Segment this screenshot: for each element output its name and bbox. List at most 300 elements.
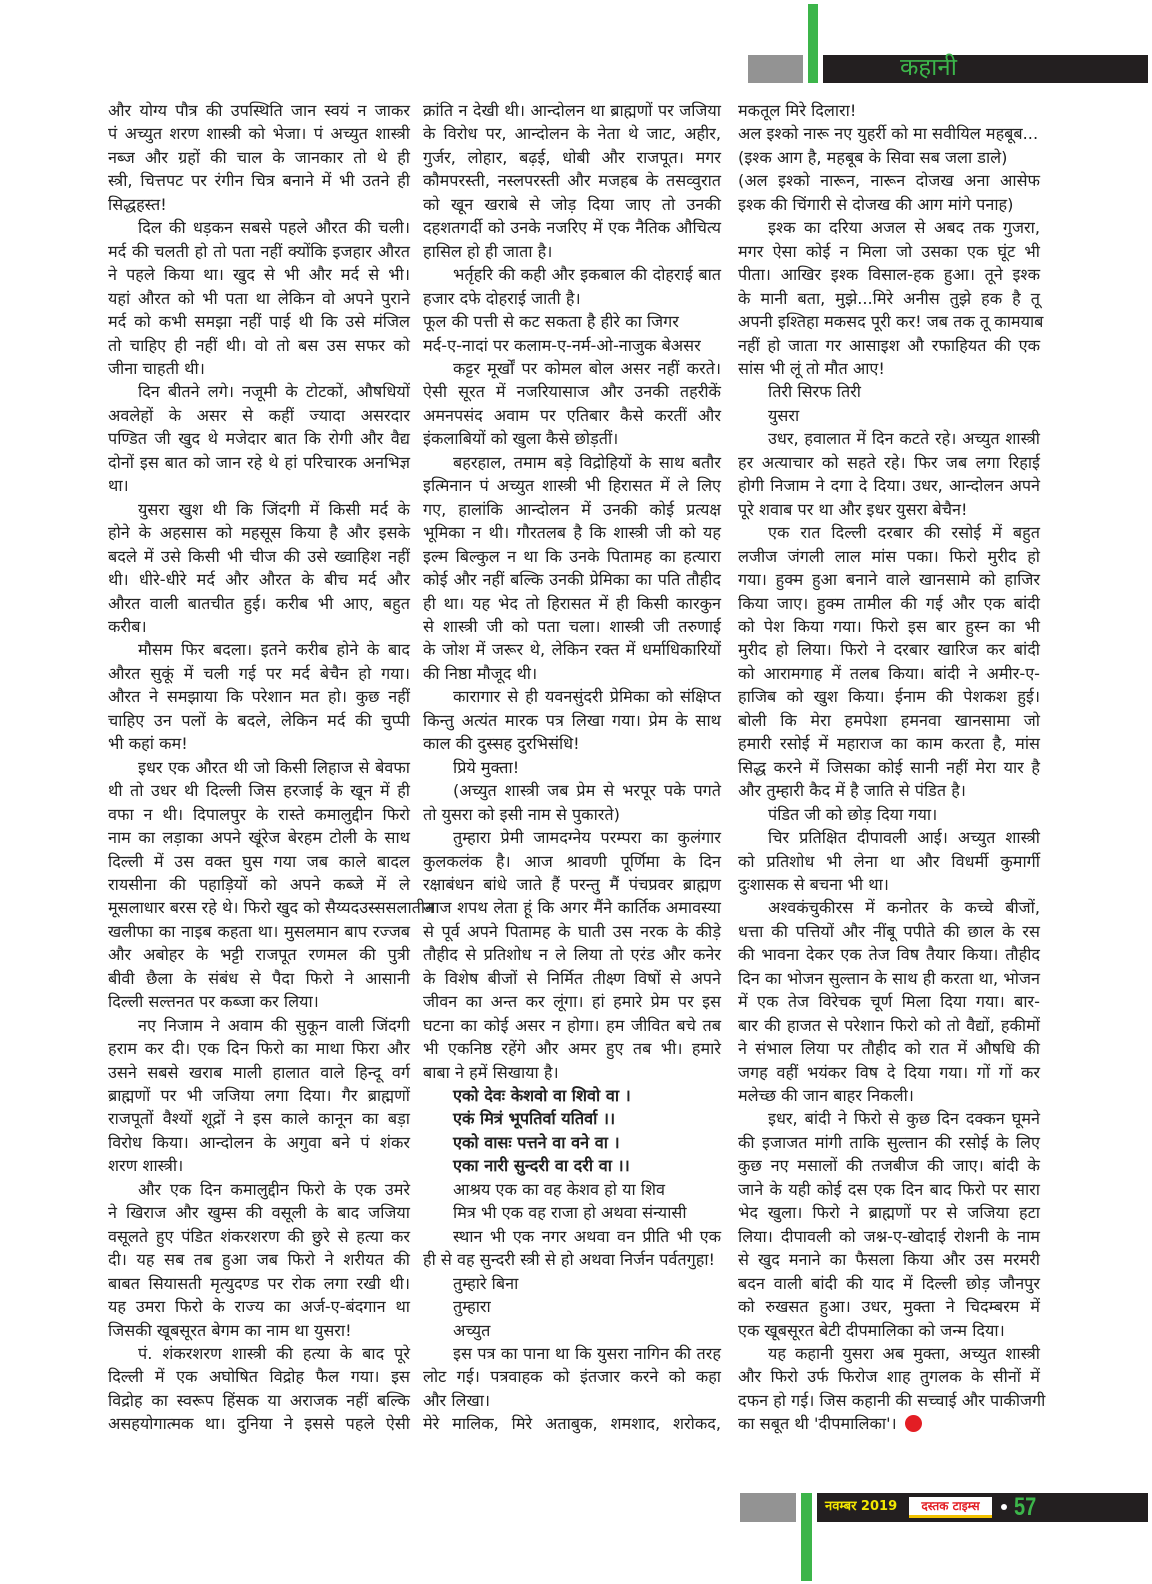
text-line <box>423 1178 721 1201</box>
line-text: इश्क की चिंगारी से दोजख की आग मांगे पनाह) <box>738 194 1014 214</box>
verse-block <box>423 1272 721 1342</box>
text-line <box>423 709 721 732</box>
paragraph <box>423 451 721 686</box>
text-line <box>738 263 1040 286</box>
text-line <box>108 1037 410 1060</box>
text-line <box>108 1061 410 1084</box>
text-line <box>738 1107 1040 1130</box>
text-line <box>108 1272 410 1295</box>
line-text: सिद्धहस्त! <box>108 194 167 214</box>
text-line <box>108 1412 410 1435</box>
line-text: दिल्ली सल्तनत पर कब्जा कर लिया। <box>108 992 319 1012</box>
magazine-logo-text: दस्तक टाइम्स <box>921 1499 980 1513</box>
text-line <box>738 1201 1040 1224</box>
line-text: हर अत्याचार को सहते रहे। फिर जब लगा रिहाई <box>738 452 1040 472</box>
line-text: शरण शास्त्री। <box>108 1156 184 1176</box>
line-text: दिन का भोजन सुल्तान के साथ ही करता था, भोजन <box>738 968 1040 988</box>
text-line <box>423 1319 721 1342</box>
text-line <box>423 1061 721 1084</box>
line-text: राजपूतों वैश्यों शूद्रों ने इस काले कानून का बड़ा <box>108 1109 410 1129</box>
text-line <box>108 568 410 591</box>
text-line <box>108 920 410 943</box>
text-line <box>423 615 721 638</box>
text-line <box>108 334 410 357</box>
text-line <box>423 920 721 943</box>
line-text: इत्मिनान पं अच्युत शास्त्री भी हिरासत में ले लिए <box>423 476 721 496</box>
line-text: (अच्युत शास्त्री जब प्रेम से भरपूर पके पगते <box>453 781 721 801</box>
text-line <box>423 732 721 755</box>
line-text: दिल्ली में उस वक्त घुस गया जब काले बादल <box>108 851 410 871</box>
header-green-bar <box>808 4 818 83</box>
line-text: दिल्ली में एक अघोषित विद्रोह फैल गया। इस <box>108 1367 410 1387</box>
text-line <box>423 193 721 216</box>
paragraph <box>108 1014 410 1178</box>
text-line <box>108 498 410 521</box>
line-text: एक रात दिल्ली दरबार की रसोई में बहुत <box>768 523 1040 543</box>
line-text: (इश्क आग है, महबूब के सिवा सब जला डाले) <box>738 147 1008 167</box>
text-line <box>108 779 410 802</box>
line-text: इल्म बिल्कुल न था कि उनके पितामह का हत्यारा <box>423 546 721 566</box>
text-line <box>423 1225 721 1248</box>
paragraph <box>108 99 410 216</box>
verse-block <box>423 1084 721 1178</box>
line-text: बार की हाजत से परेशान फिरो को तो वैद्यों, हकीमों <box>738 1015 1040 1035</box>
paragraph <box>738 169 1040 216</box>
line-text: दहशतगर्दी को उनके नजरिए में एक नैतिक औचित्य <box>423 218 721 238</box>
line-text: को रुखसत हुआ। उधर, मुक्ता ने चिदम्बरम में <box>738 1297 1040 1317</box>
line-text: कट्टर मूर्खों पर कोमल बोल असर नहीं करते। <box>453 358 721 378</box>
end-mark-icon <box>905 1415 922 1432</box>
text-line <box>108 240 410 263</box>
text-line <box>738 1295 1040 1318</box>
line-text: और योग्य पौत्र की उपस्थिति जान स्वयं न जाकर <box>108 101 410 120</box>
paragraph <box>738 826 1040 896</box>
line-text: यह उमरा फिरो के राज्य का अर्ज-ए-बंदगान था <box>108 1297 410 1317</box>
text-line <box>108 193 410 216</box>
paragraph <box>423 263 721 310</box>
text-line <box>738 638 1040 661</box>
paragraph <box>108 1178 410 1342</box>
text-line <box>108 873 410 896</box>
text-line <box>108 146 410 169</box>
text-line <box>423 545 721 568</box>
text-line <box>738 943 1040 966</box>
text-line <box>108 615 410 638</box>
text-line <box>108 826 410 849</box>
text-line <box>423 474 721 497</box>
text-line <box>108 638 410 661</box>
text-line <box>108 1084 410 1107</box>
text-line <box>738 850 1040 873</box>
line-text: बोली कि मेरा हमपेशा हमनवा खानसामा जो <box>738 710 1040 730</box>
text-line <box>108 310 410 333</box>
paragraph <box>108 756 435 1014</box>
line-text: बीवी छैला के संबंध से पैदा फिरो ने आसानी <box>108 968 410 988</box>
text-line <box>738 99 1040 122</box>
line-text: और लिखा। <box>423 1390 491 1410</box>
text-line <box>738 287 1040 310</box>
text-line <box>108 896 435 919</box>
text-line <box>738 826 1040 849</box>
text-line <box>738 240 1040 263</box>
text-line <box>108 709 410 732</box>
line-text: चाहिए उन पलों के बदले, लेकिन मर्द की चुप्पी <box>108 710 410 730</box>
text-line <box>423 826 721 849</box>
text-line <box>738 732 1040 755</box>
text-line <box>423 263 721 286</box>
header-black-bar <box>823 55 1148 83</box>
line-text: तो युसरा को इसी नाम से पुकारते) <box>423 804 620 824</box>
line-text: वफा न थी। दिपालपुर के रास्ते कमालुद्दीन फिरो <box>108 804 410 824</box>
text-line <box>423 592 721 615</box>
line-text: स्थान भी एक नगर अथवा वन प्रीति भी एक <box>453 1226 721 1246</box>
paragraph <box>738 1107 1040 1342</box>
text-line <box>738 498 1040 521</box>
text-line <box>423 1342 721 1365</box>
line-text: बदले में उसे किसी भी चीज की उसे ख्वाहिश नहीं <box>108 546 410 566</box>
line-text: मकतूल मिरे दिलारा! <box>738 101 857 120</box>
line-text: हमारी रसोई में महाराज का काम करता है, मांस <box>738 734 1040 754</box>
paragraph <box>738 216 1044 380</box>
text-line <box>423 427 721 450</box>
line-text: रक्षाबंधन बांधे जाते हैं परन्तु मैं पंचप्रवर ब्राह्मण <box>423 874 721 894</box>
text-line <box>423 967 721 990</box>
line-text: नहीं हो जाता गर आसाइश औ रफाहियत की एक <box>738 335 1040 355</box>
line-text: पंडित जी को छोड़ दिया गया। <box>768 804 938 824</box>
verse-block <box>423 1178 721 1225</box>
text-line <box>423 1014 721 1037</box>
line-text: हजार दफे दोहराई जाती है। <box>423 288 581 308</box>
page-number: 57 <box>1014 1493 1037 1521</box>
line-text: दिल की धड़कन सबसे पहले औरत की चली। <box>138 218 410 238</box>
text-line <box>108 545 410 568</box>
line-text: विद्रोह का स्वरूप हिंसक या अराजक नहीं बल्कि <box>108 1390 410 1410</box>
line-text: एक खूबसूरत बेटी दीपमालिका को जन्म दिया। <box>738 1320 1005 1340</box>
text-line <box>738 169 1040 192</box>
line-text: से पूर्व अपने पितामह के घाती उस नरक के कीड़े <box>423 921 721 941</box>
text-line <box>738 709 1040 732</box>
line-text: यहां औरत को भी पता था लेकिन वो अपने पुराने <box>108 288 410 308</box>
line-text: को पेश किया गया। फिरो इस बार हुस्न का भी <box>738 616 1040 636</box>
text-line <box>108 216 410 239</box>
text-line <box>108 662 410 685</box>
line-text: हराम कर दी। एक दिन फिरो का माथा फिरा और <box>108 1039 410 1059</box>
line-text: तुम्हारा प्रेमी जामदग्नेय परम्परा का कुलंगार <box>453 828 721 848</box>
text-line <box>423 1272 721 1295</box>
text-line <box>108 1248 410 1271</box>
text-line <box>423 943 721 966</box>
text-line <box>423 404 721 427</box>
line-text: किन्तु अत्यंत मारक पत्र लिखा गया। प्रेम के साथ <box>423 710 721 730</box>
line-text: औरत वाली बातचीत हुई। करीब भी आए, बहुत <box>108 593 410 613</box>
paragraph <box>108 216 410 380</box>
text-line <box>738 216 1040 239</box>
text-line <box>108 1131 410 1154</box>
text-line <box>108 474 410 497</box>
line-text: तुम्हारा <box>453 1297 491 1317</box>
line-text: से खुद मनाने का फैसला किया और उस मरमरी <box>738 1250 1040 1270</box>
text-line <box>738 1389 1046 1412</box>
text-line <box>423 287 721 310</box>
text-line <box>423 850 721 873</box>
text-line <box>108 1178 410 1201</box>
paragraph <box>108 380 410 497</box>
line-text: पण्डित जी खुद थे मजेदार बात कि रोगी और वैद्य <box>108 429 410 449</box>
line-text: धत्ता की पत्तियों और नींबू पपीते की छाल के रस <box>738 921 1040 941</box>
text-line <box>423 1131 721 1154</box>
paragraph <box>423 1225 721 1272</box>
line-text: तिरी सिरफ तिरी <box>768 382 861 402</box>
text-line <box>738 474 1040 497</box>
text-line <box>108 380 410 403</box>
line-text: मित्र भी एक वह राजा हो अथवा संन्यासी <box>453 1203 687 1223</box>
article-column-2 <box>423 99 721 1436</box>
text-line <box>423 873 721 896</box>
verse-block <box>738 380 1040 427</box>
text-line <box>423 146 721 169</box>
line-text: आश्रय एक का वह केशव हो या शिव <box>453 1179 666 1199</box>
line-text: में एक तेज विरेचक चूर्ण मिला दिया गया। बार- <box>738 992 1040 1012</box>
text-line <box>738 1178 1040 1201</box>
text-line <box>108 967 410 990</box>
line-text: थी तो उधर थी दिल्ली जिस हरजाई के खून में ही <box>108 781 410 801</box>
paragraph <box>423 685 721 755</box>
line-text: वसूलते हुए पंडित शंकरशरण की छुरे से हत्या कर <box>108 1226 410 1246</box>
line-text: विरोध किया। आन्दोलन के अगुवा बने पं शंकर <box>108 1132 410 1152</box>
text-line <box>738 990 1040 1013</box>
line-text: पूरे शवाब पर था और इधर युसरा बेचैन! <box>738 499 968 519</box>
text-line <box>423 638 721 661</box>
magazine-logo <box>909 1497 992 1518</box>
line-text: ने संभाल लिया पर तौहीद को रात में औषधि की <box>738 1039 1040 1059</box>
text-line <box>738 193 1040 216</box>
line-text: दी। यह सब तब हुआ जब फिरो ने शरीयत की <box>108 1250 410 1270</box>
text-line <box>108 1225 410 1248</box>
line-text: (अल इश्को नारून, नारून दोजख अना आसेफ <box>738 171 1040 191</box>
line-text: असहयोगात्मक था। दुनिया ने इससे पहले ऐसी <box>108 1414 410 1434</box>
line-text: जगह वहीं भयंकर विष दे दिया गया। गों गों कर <box>738 1062 1040 1082</box>
text-line <box>108 169 410 192</box>
line-text: नब्ज और ग्रहों की चाल के जानकार तो थे ही <box>108 147 410 167</box>
line-text: जीना चाहती थी। <box>108 358 205 378</box>
text-line <box>108 1107 410 1130</box>
text-line <box>738 873 1040 896</box>
line-text: और तुम्हारी कैद में है जाति से पंडित है। <box>738 781 966 801</box>
text-line <box>423 1154 721 1177</box>
paragraph <box>108 498 410 639</box>
text-line <box>423 216 721 239</box>
text-line <box>738 1365 1040 1388</box>
line-text: के जोश में जरूर थे, लेकिन रक्त में धर्माधिकारियों <box>423 640 721 660</box>
text-line <box>738 122 1040 145</box>
text-line <box>423 1365 721 1388</box>
text-line <box>423 1037 721 1060</box>
line-text: बाबा ने हमें सिखाया है। <box>423 1062 559 1082</box>
text-line <box>108 451 410 474</box>
text-line <box>423 380 721 403</box>
line-text: को प्रतिशोध भी लेना था और विधर्मी कुमार्गी <box>738 851 1040 871</box>
text-line <box>738 146 1040 169</box>
text-line <box>738 380 1040 403</box>
text-line <box>108 1365 410 1388</box>
line-text: एको वासः पत्तने वा वने वा । <box>453 1132 620 1152</box>
line-text: मूसलाधार बरस रहे थे। फिरो खुद को सैय्यदउस्ससलातीन <box>108 898 435 918</box>
footer-green-bar <box>801 1493 812 1581</box>
paragraph <box>423 1412 721 1435</box>
text-line <box>738 1131 1040 1154</box>
text-line <box>423 803 721 826</box>
text-line <box>108 1154 410 1177</box>
paragraph <box>423 1342 721 1412</box>
line-text: था। <box>108 476 129 496</box>
text-line <box>423 756 721 779</box>
line-text: सिद्ध करने में जिसका कोई सानी नहीं मेरा यार है <box>738 757 1040 777</box>
line-text: लोट गई। पत्रवाहक को इंतजार करने को कहा <box>423 1367 721 1387</box>
bullet-separator <box>1001 1504 1007 1510</box>
paragraph <box>423 99 721 263</box>
line-text: जाने के यही कोई दस एक दिन बाद फिरो पर सारा <box>738 1179 1040 1199</box>
line-text: और फिरो उर्फ फिरोज शाह तुगलक के सीनों में <box>738 1367 1040 1387</box>
line-text: स्त्री, चित्तपट पर रंगीन चित्र बनाने में भी उतने ही <box>108 171 410 191</box>
line-text: भेद खुला। फिरो ने ब्राह्मणों पर से जजिया हटा <box>738 1203 1040 1223</box>
line-text: दिन बीतने लगे। नजूमी के टोटकों, औषधियों <box>138 382 410 402</box>
text-line <box>738 1084 1040 1107</box>
text-line <box>738 896 1040 919</box>
header-gray-block <box>748 55 803 83</box>
line-text: औरत सुकूं में चली गई पर मर्द बेचैन हो गया। <box>108 663 410 683</box>
text-line <box>738 592 1040 615</box>
line-text: करीब। <box>108 616 147 636</box>
line-text: होगी निजाम ने दगा दे दिया। उधर, आन्दोलन अपने <box>738 476 1040 496</box>
article-column-3 <box>738 99 1046 1436</box>
line-text: कारागार से ही यवनसुंदरी प्रेमिका को संक्षिप्त <box>453 687 721 707</box>
line-text: मौसम फिर बदला। इतने करीब होने के बाद <box>138 640 410 660</box>
line-text: की निष्ठा मौजूद थी। <box>423 663 538 683</box>
paragraph <box>738 1342 1046 1436</box>
line-text: अल इश्को नारू नए युहर्री को मा सवीयिल महबूब... <box>738 124 1039 144</box>
line-text: काल की दुस्सह दुरभिसंधि! <box>423 734 580 754</box>
line-text: कुलकलंक है। आज श्रावणी पूर्णिमा के दिन <box>423 851 721 871</box>
text-line <box>108 1201 410 1224</box>
text-line <box>423 357 721 380</box>
article-column-1 <box>108 99 435 1436</box>
text-line <box>423 1248 721 1271</box>
text-line <box>108 427 410 450</box>
line-text: पं. शंकरशरण शास्त्री की हत्या के बाद पूरे <box>138 1344 410 1364</box>
line-text: जिसकी खूबसूरत बेगम का नाम था युसरा! <box>108 1320 352 1340</box>
line-text: गुर्जर, लोहार, बढ़ई, धोबी और राजपूत। मगर <box>423 147 721 167</box>
text-line <box>423 310 721 333</box>
text-line <box>423 1201 721 1224</box>
text-line <box>738 1037 1040 1060</box>
section-title: कहानी <box>900 53 957 81</box>
text-line <box>738 756 1040 779</box>
text-line <box>108 943 410 966</box>
line-text: मुरीद हो लिया। फिरो ने दरबार खारिज कर बांदी <box>738 640 1040 660</box>
line-text: मर्द की चलती हो तो पता नहीं क्योंकि इजहार औरत <box>108 241 410 261</box>
line-text: युसरा खुश थी कि जिंदगी में किसी मर्द के <box>138 499 410 519</box>
line-text: हासिल हो ही जाता है। <box>423 241 553 261</box>
line-text: अमनपसंद अवाम पर एतिबार कैसे करतीं और <box>423 405 721 425</box>
paragraph <box>423 357 721 451</box>
line-text: के मानी बता, मुझे...मिरे अनीस तुझे हक है तू <box>738 288 1040 308</box>
line-text: अवलेहों के असर से कहीं ज्यादा असरदार <box>108 405 410 425</box>
line-text: अच्युत <box>453 1320 491 1340</box>
text-line <box>423 169 721 192</box>
line-text: दुःशासक से बचना भी था। <box>738 874 889 894</box>
text-line <box>738 545 1040 568</box>
line-text: अश्वकंचुकीरस में कनोतर के कच्चे बीजों, <box>768 898 1040 918</box>
line-text: तो चाहिए ही नहीं थी। वो तो बस उस सफर को <box>108 335 410 355</box>
text-line <box>423 990 721 1013</box>
text-line <box>423 240 721 263</box>
line-text: तुम्हारे बिना <box>453 1273 519 1293</box>
line-text: भी कहां कम! <box>108 734 188 754</box>
line-text: हाजिब को खुश किया। ईनाम की पेशकश हुई। <box>738 687 1040 707</box>
footer-gray-block <box>740 1493 796 1522</box>
line-text: सांस भी लूं तो मौत आए! <box>738 358 885 378</box>
text-line <box>423 1107 721 1130</box>
text-line <box>738 1248 1040 1271</box>
text-line <box>423 521 721 544</box>
line-text: की इजाजत मांगी ताकि सुल्तान की रसोई के लिए <box>738 1132 1040 1152</box>
line-text: भर्तृहरि की कही और इकबाल की दोहराई बात <box>453 265 721 285</box>
line-text: मर्द-ए-नादां पर कलाम-ए-नर्म-ओ-नाजुक बेअसर <box>423 335 701 355</box>
line-text: ने पहले किया था। खुद से भी और मर्द से भी। <box>108 265 410 285</box>
line-text: कुछ नए मसालों की तजबीज की जाए। बांदी के <box>738 1156 1040 1176</box>
text-line <box>423 451 721 474</box>
line-text: एकं मित्रं भूपतिर्वा यतिर्वा ।। <box>453 1109 616 1129</box>
line-text: भी एकनिष्ठ रहेंगे और अमर हुए तब भी। हमारे <box>423 1039 721 1059</box>
line-text: और अबोहर के भट्टी राजपूत रणमल की पुत्री <box>108 945 410 965</box>
line-text: की भावना देकर एक तेज विष तैयार किया। तौहीद <box>738 945 1040 965</box>
text-line <box>738 662 1040 685</box>
text-line <box>108 732 410 755</box>
text-line <box>738 967 1040 990</box>
text-line <box>738 1014 1040 1037</box>
line-text: बहरहाल, तमाम बड़े विद्रोहियों के साथ बतौर <box>453 452 721 472</box>
text-line <box>108 287 410 310</box>
line-text: के विशेष बीजों से निर्मित तीक्ष्ण विषों से अपने <box>423 968 721 988</box>
line-text: इश्क का दरिया अजल से अबद तक गुजरा, <box>768 218 1040 238</box>
line-text: गए, हालांकि आन्दोलन में उनकी कोई प्रत्यक्ष <box>423 499 721 519</box>
paragraph <box>423 826 721 1084</box>
line-text: अपनी इश्तिहा मकसद पूरी कर! जब तक तू कामयाब <box>738 312 1044 332</box>
text-line <box>738 310 1044 333</box>
text-line <box>738 334 1040 357</box>
text-line <box>738 568 1040 591</box>
line-text: रायसीना की पहाड़ियों को अपने कब्जे में ले <box>108 874 410 894</box>
verse-block <box>738 99 1040 169</box>
line-text: खलीफा का नाइब कहता था। मुसलमान बाप रज्जब <box>108 921 410 941</box>
text-line <box>108 1014 410 1037</box>
line-text: कोई और नहीं बल्कि उनकी प्रेमिका का पति तौहीद <box>423 570 721 590</box>
text-line <box>738 404 1040 427</box>
text-line <box>108 850 410 873</box>
line-text: बदन वाली बांदी की याद में दिल्ली छोड़ जौनपुर <box>738 1273 1040 1293</box>
line-text: चिर प्रतिक्षित दीपावली आई। अच्युत शास्त्री <box>768 828 1040 848</box>
paragraph <box>423 779 721 826</box>
line-text: होने के अहसास को महसूस किया है और इसके <box>108 523 410 543</box>
text-line <box>108 357 410 380</box>
text-line <box>423 498 721 521</box>
line-text: क्रांति न देखी थी। आन्दोलन था ब्राह्मणों पर जजिया <box>423 101 721 120</box>
line-text: घटना का कोई असर न होगा। हम जीवित बचे तब <box>423 1015 721 1035</box>
line-text: जीवन का अन्त कर लूंगा। हां हमारे प्रेम पर इस <box>423 992 721 1012</box>
line-text: इधर, बांदी ने फिरो से कुछ दिन दक्कन घूमने <box>768 1109 1040 1129</box>
paragraph <box>738 521 1040 802</box>
footer-black-bar <box>817 1493 1148 1522</box>
